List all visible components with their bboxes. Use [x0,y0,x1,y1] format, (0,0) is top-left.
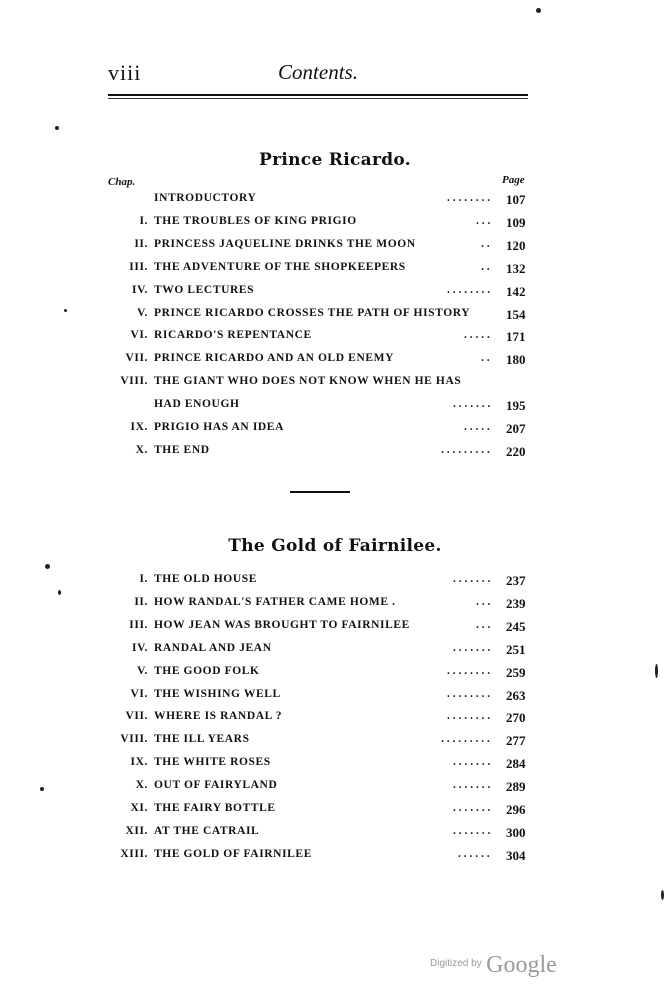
chapter-number: V. [137,306,148,319]
toc-row [0,756,670,776]
toc-row [0,688,670,708]
dot-leader: . . . . . . . [453,398,491,411]
page-number: 207 [506,421,526,436]
toc-row [0,398,670,418]
dot-leader: . . . . . . . . [447,687,491,700]
dot-leader: . . . . . [464,421,490,433]
page-number: 300 [506,824,526,840]
chapter-number: III. [129,260,148,273]
page-number: 259 [506,664,526,680]
page-number: 154 [506,306,526,322]
chapter-title: THE FAIRY BOTTLE [154,802,276,814]
chapter-title: THE GOOD FOLK [154,664,260,677]
chapter-title: THE ADVENTURE OF THE SHOPKEEPERS [154,260,406,273]
page-number: 195 [506,398,526,414]
page-number: 237 [506,573,526,588]
chapter-number: XII. [125,824,148,837]
dot-leader: . . [481,352,490,365]
toc-row [0,779,670,799]
chapter-title: TWO LECTURES [154,283,255,296]
scan-speck [58,590,61,595]
dot-leader: . . . . . . . . [447,192,491,204]
chapter-title: THE GOLD OF FAIRNILEE [154,847,312,860]
toc-row [0,284,670,304]
chapter-number: IX. [130,421,148,433]
chapter-number: VIII. [120,375,148,388]
page-number: 296 [506,802,526,817]
dot-leader: . . . . . [464,329,490,342]
scan-speck [655,664,658,678]
page-number: 304 [506,847,526,863]
chapter-title: WHERE IS RANDAL ? [154,710,283,723]
page-number: 277 [506,733,526,749]
page-folio: viii [108,60,142,85]
toc-row [0,238,670,258]
dot-leader: . . . . . . . [453,641,491,654]
chapter-number: VI. [130,329,148,342]
page-number: 270 [506,710,526,726]
scan-speck [536,8,541,13]
scan-speck [64,309,67,312]
running-head [108,58,528,90]
header-rule [108,94,528,96]
chapter-number: VI. [130,687,148,700]
scan-speck [55,126,59,130]
toc-row [0,733,670,753]
dot-leader: . . . . . . . [453,756,491,769]
chapter-number: III. [129,618,148,631]
dot-leader: . . . . . . . . [447,283,491,296]
toc-row [0,642,670,662]
chapter-title: THE GIANT WHO DOES NOT KNOW WHEN HE HAS [154,375,462,388]
toc-row [0,421,670,441]
section-divider [290,491,350,493]
chapter-number: IV. [132,641,148,654]
dot-leader: . . [481,260,490,273]
page-number: 142 [506,283,526,299]
chapter-title: PRINCE RICARDO AND AN OLD ENEMY [154,352,394,365]
dot-leader: . . . . . . . . . [441,733,490,746]
chapter-number: X. [135,443,148,456]
chapter-title: THE OLD HOUSE [154,573,258,585]
chapter-title: HAD ENOUGH [154,398,240,411]
dot-leader: . . . . . . . . . [441,443,490,456]
toc-row [0,192,670,212]
chapter-title: INTRODUCTORY [154,192,257,204]
digitized-watermark [430,952,557,979]
chapter-title: THE WHITE ROSES [154,756,271,769]
page-number: 220 [506,443,526,459]
toc-row [0,710,670,730]
dot-leader: . . . . . . . . [447,664,491,677]
toc-row [0,352,670,372]
page-number: 132 [506,260,526,276]
dot-leader: . . . . . . . . [447,710,491,723]
scan-speck [661,890,664,900]
page-number: 107 [506,192,526,207]
page-number: 289 [506,779,526,795]
chapter-number: VIII. [120,733,148,746]
section-title-prince-ricardo: Prince Ricardo. [259,150,411,170]
toc-row [0,261,670,281]
chapter-title: THE TROUBLES OF KING PRIGIO [154,214,357,227]
toc-row [0,825,670,845]
google-logo: Google [486,952,557,978]
page-number: 263 [506,687,526,703]
toc-row [0,619,670,639]
chapter-number: XI. [130,802,148,814]
running-title: Contents. [278,60,358,84]
toc-row [0,329,670,349]
chapter-number: IV. [132,283,148,296]
chapter-number: I. [139,573,148,585]
toc-row [0,444,670,464]
toc-row [0,375,670,395]
chapter-number: II. [134,237,148,250]
dot-leader: . . . . . . . [453,824,491,837]
dot-leader: . . . . . . . [453,779,491,792]
page-number: 180 [506,352,526,368]
toc-row [0,215,670,235]
dot-leader: . . [481,237,490,250]
chapter-title: HOW RANDAL'S FATHER CAME HOME . [154,595,396,608]
header-rule-thin [108,98,528,99]
toc-row [0,802,670,822]
chapter-number: IX. [130,756,148,769]
chapter-title: THE WISHING WELL [154,687,281,700]
chapter-title: HOW JEAN WAS BROUGHT TO FAIRNILEE [154,618,410,631]
page-column-label: Page [502,174,525,186]
chapter-title: AT THE CATRAIL [154,824,260,837]
scan-speck [45,564,50,569]
watermark-prefix: Digitized by [430,958,482,969]
chapter-title: PRIGIO HAS AN IDEA [154,421,284,433]
page-number: 239 [506,595,526,611]
dot-leader: . . . [476,618,491,631]
page-number: 120 [506,237,526,253]
chapter-number: VII. [125,710,148,723]
page-number: 284 [506,756,526,772]
dot-leader: . . . [476,595,491,608]
dot-leader: . . . . . . [458,847,490,860]
chapter-title: PRINCESS JAQUELINE DRINKS THE MOON [154,237,416,250]
toc-row [0,596,670,616]
chapter-number: XIII. [120,847,148,860]
chapter-number: VII. [125,352,148,365]
page-number: 245 [506,618,526,634]
toc-row [0,573,670,593]
page-number: 251 [506,641,526,657]
chapter-title: PRINCE RICARDO CROSSES THE PATH OF HISTORY [154,306,471,319]
chap-column-label: Chap. [108,176,136,188]
toc-row [0,307,670,327]
dot-leader: . . . . . . . [453,573,491,585]
dot-leader: . . . [476,214,491,227]
chapter-title: RICARDO'S REPENTANCE [154,329,312,342]
chapter-title: RANDAL AND JEAN [154,641,272,654]
page-number: 109 [506,214,526,230]
chapter-title: THE END [154,443,210,456]
dot-leader: . . . . . . . [453,802,491,814]
toc-row [0,665,670,685]
chapter-title: THE ILL YEARS [154,733,250,746]
page-number: 171 [506,329,526,345]
chapter-title: OUT OF FAIRYLAND [154,779,278,792]
chapter-number: II. [134,595,148,608]
scan-speck [40,787,44,791]
toc-row [0,848,670,868]
chapter-number: V. [137,664,148,677]
chapter-number: I. [139,214,148,227]
section-title-gold-of-fairnilee: The Gold of Fairnilee. [228,536,442,556]
chapter-number: X. [135,779,148,792]
